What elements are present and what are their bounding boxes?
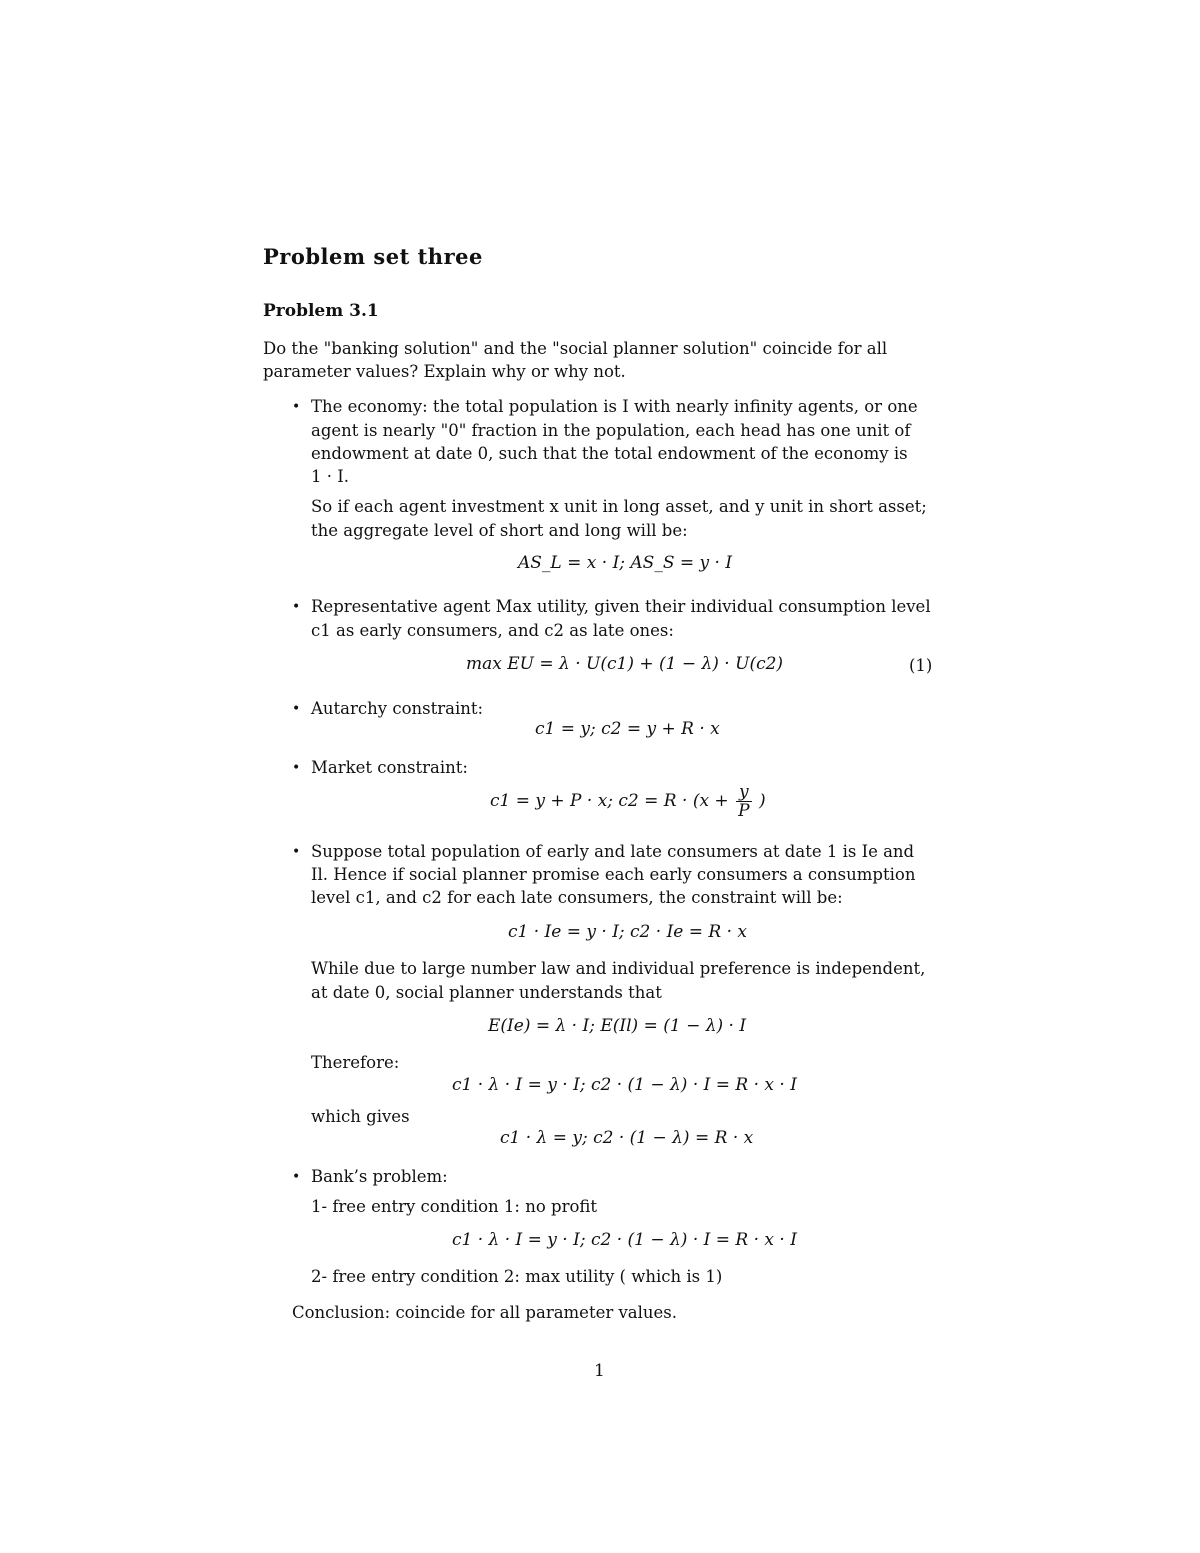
economy-line-1: The economy: the total population is I with nearly infinity agents, or one	[311, 397, 918, 416]
equation-constraint: c1 · Ie = y · I; c2 · Ie = R · x	[508, 922, 748, 942]
representative-line-2: c1 as early consumers, and c2 as late ones:	[311, 621, 674, 640]
question-line-1: Do the "banking solution" and the "social planner solution" coincide for all	[263, 339, 888, 358]
suppose-line-2: Il. Hence if social planner promise each early consumers a consumption	[311, 865, 916, 884]
bullet-marker: •	[292, 701, 301, 717]
economy-line-3: endowment at date 0, such that the total endowment of the economy is	[311, 444, 908, 463]
equation-therefore: c1 · λ · I = y · I; c2 · (1 − λ) · I = R · x · I	[452, 1075, 797, 1095]
bank-condition-1: 1- free entry condition 1: no profit	[311, 1197, 598, 1216]
equation-bank: c1 · λ · I = y · I; c2 · (1 − λ) · I = R · x · I	[452, 1230, 797, 1250]
page-number: 1	[594, 1361, 605, 1381]
suppose-line-3: level c1, and c2 for each late consumers, the constraint will be:	[311, 888, 843, 907]
equation-which-gives: c1 · λ = y; c2 · (1 − λ) = R · x	[500, 1128, 754, 1148]
bullet-marker: •	[292, 760, 301, 776]
therefore-label: Therefore:	[311, 1053, 400, 1072]
page-title: Problem set three	[263, 244, 483, 269]
suppose-line-5: at date 0, social planner understands that	[311, 983, 662, 1002]
equation-aggregate: AS_L = x · I; AS_S = y · I	[518, 553, 733, 573]
bullet-marker: •	[292, 1169, 301, 1185]
economy-line-2: agent is nearly "0" fraction in the population, each head has one unit of	[311, 421, 911, 440]
bank-condition-2: 2- free entry condition 2: max utility ( which is 1)	[311, 1267, 723, 1286]
equation-market	[490, 783, 766, 820]
bullet-marker: •	[292, 399, 301, 415]
economy-line-6: the aggregate level of short and long will be:	[311, 521, 688, 540]
representative-line-1: Representative agent Max utility, given their individual consumption level	[311, 597, 931, 616]
fraction-numerator: y	[736, 783, 751, 802]
equation-number: (1)	[909, 656, 933, 675]
conclusion: Conclusion: coincide for all parameter values.	[292, 1303, 678, 1322]
equation-market-left: c1 = y + P · x; c2 = R · (x +	[490, 791, 729, 811]
autarchy-label: Autarchy constraint:	[311, 699, 484, 718]
bank-label: Bank’s problem:	[311, 1167, 448, 1186]
equation-market-right: )	[758, 791, 766, 811]
equation-max-eu: max EU = λ · U(c1) + (1 − λ) · U(c2)	[466, 654, 784, 674]
equation-expectation: E(Ie) = λ · I; E(Il) = (1 − λ) · I	[488, 1016, 747, 1036]
question-line-2: parameter values? Explain why or why not.	[263, 362, 626, 381]
which-gives-label: which gives	[311, 1107, 410, 1126]
market-label: Market constraint:	[311, 758, 468, 777]
bullet-marker: •	[292, 599, 301, 615]
bullet-marker: •	[292, 844, 301, 860]
fraction-denominator: P	[738, 801, 750, 821]
problem-heading: Problem 3.1	[263, 301, 379, 321]
suppose-line-4: While due to large number law and individual preference is independent,	[311, 959, 926, 978]
fraction	[736, 783, 751, 820]
economy-line-5: So if each agent investment x unit in long asset, and y unit in short asset;	[311, 497, 927, 516]
equation-autarchy: c1 = y; c2 = y + R · x	[535, 719, 720, 739]
suppose-line-1: Suppose total population of early and late consumers at date 1 is Ie and	[311, 842, 915, 861]
economy-line-4: 1 · I.	[311, 467, 349, 486]
